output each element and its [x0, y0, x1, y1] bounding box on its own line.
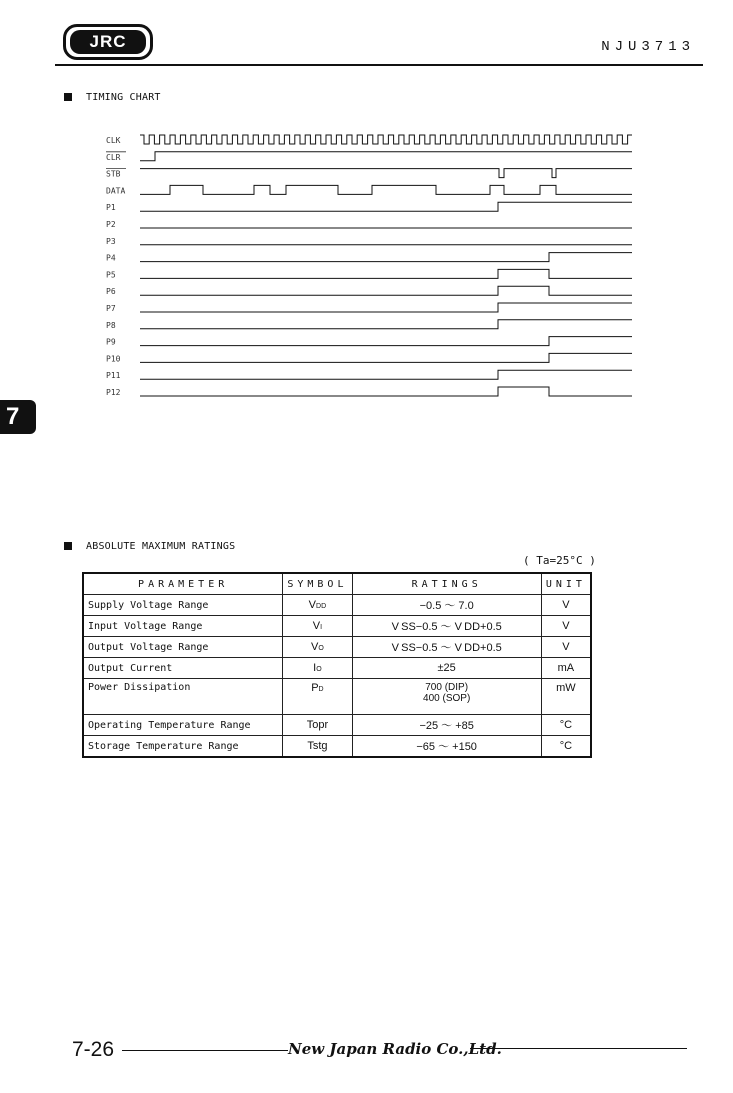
row-rating: ±25 [352, 658, 541, 679]
company-name: New Japan Radio Co.,Ltd. [288, 1040, 502, 1058]
row-unit: V [541, 637, 591, 658]
row-symbol [283, 658, 352, 679]
signal-label-p3: P3 [106, 236, 116, 246]
timing-chart-heading [64, 92, 161, 103]
row-rating: −65 ～ +150 [352, 736, 541, 758]
signal-label-p9: P9 [106, 337, 116, 347]
row-parameter: Power Dissipation [83, 679, 283, 715]
signal-label-data: DATA [106, 186, 126, 196]
signal-label-p7: P7 [106, 304, 116, 313]
waveform-p11 [140, 370, 632, 379]
signal-label-p6: P6 [106, 287, 116, 297]
row-parameter: Output Voltage Range [83, 637, 283, 658]
waveform-clk [140, 135, 632, 144]
waveform-p9 [140, 337, 632, 346]
row-symbol: Tstg [283, 736, 352, 758]
symbol-main: V [312, 620, 321, 632]
symbol-main: V [308, 599, 317, 611]
signal-label-p5: P5 [106, 270, 116, 280]
symbol-subscript: D [318, 686, 324, 693]
footer-rule-left [122, 1050, 288, 1051]
waveform-p12 [140, 387, 632, 396]
rating-dip: 700 (DIP) [425, 682, 469, 693]
waveform-stb [140, 169, 632, 178]
symbol-subscript: O [318, 645, 324, 652]
bullet-square-icon [64, 93, 72, 101]
waveform-p7 [140, 303, 632, 312]
header-rule [55, 64, 703, 66]
ratings-heading [64, 541, 235, 552]
header-unit: UNIT [541, 573, 591, 595]
table-header-row [83, 573, 591, 595]
row-symbol [283, 595, 352, 616]
signal-label-p10: P10 [106, 354, 121, 364]
waveform-p6 [140, 286, 632, 295]
row-unit: °C [541, 715, 591, 736]
table-row [83, 658, 591, 679]
row-unit: °C [541, 736, 591, 758]
symbol-main: I [313, 662, 317, 674]
symbol-subscript: I [320, 624, 323, 631]
signal-label-p8: P8 [106, 320, 116, 330]
row-rating [352, 679, 541, 715]
waveform-p1 [140, 202, 632, 211]
row-rating: V SS−0.5 ～ V DD+0.5 [352, 616, 541, 637]
signal-label-clr: CLR [106, 152, 121, 162]
row-symbol [283, 616, 352, 637]
page-number: 7-26 [72, 1038, 115, 1061]
row-parameter: Supply Voltage Range [83, 595, 283, 616]
row-parameter: Input Voltage Range [83, 616, 283, 637]
waveform-p4 [140, 253, 632, 262]
row-symbol [283, 637, 352, 658]
timing-diagram [100, 130, 640, 402]
ratings-table [82, 572, 592, 758]
waveform-p8 [140, 320, 632, 329]
footer-rule-right [470, 1048, 687, 1049]
waveform-p5 [140, 269, 632, 278]
symbol-main: P [311, 682, 319, 694]
table-row [83, 595, 591, 616]
header-symbol: SYMBOL [283, 573, 352, 595]
signal-label-p11: P11 [106, 371, 121, 381]
row-parameter: Storage Temperature Range [83, 736, 283, 758]
timing-chart-title: TIMING CHART [86, 92, 161, 103]
signal-label-p2: P2 [106, 220, 116, 229]
row-parameter: Operating Temperature Range [83, 715, 283, 736]
table-row [83, 616, 591, 637]
row-unit: V [541, 595, 591, 616]
row-rating: −0.5 ～ 7.0 [352, 595, 541, 616]
row-rating: −25 ～ +85 [352, 715, 541, 736]
row-symbol [283, 679, 352, 715]
signal-label-p4: P4 [106, 253, 116, 263]
signal-label-stb: STB [106, 169, 121, 179]
table-row [83, 715, 591, 736]
waveform-clr [140, 152, 632, 161]
jrc-logo [63, 24, 153, 60]
row-parameter: Output Current [83, 658, 283, 679]
row-unit: mW [541, 679, 591, 715]
section-tab: 7 [0, 400, 36, 434]
bullet-square-icon [64, 542, 72, 550]
symbol-main: V [311, 641, 319, 653]
table-row [83, 679, 591, 715]
waveform-data [140, 185, 632, 194]
waveform-p10 [140, 353, 632, 362]
row-symbol: Topr [283, 715, 352, 736]
row-unit: mA [541, 658, 591, 679]
signal-label-p1: P1 [106, 203, 116, 213]
signal-label-p12: P12 [106, 388, 121, 397]
part-number: NJU3713 [601, 39, 695, 55]
rating-sop: 400 (SOP) [423, 693, 471, 704]
table-row [83, 637, 591, 658]
ratings-title: ABSOLUTE MAXIMUM RATINGS [86, 541, 236, 552]
header-ratings: RATINGS [352, 573, 541, 595]
table-row [83, 736, 591, 758]
temperature-condition: ( Ta=25°C ) [523, 554, 596, 567]
symbol-subscript: DD [316, 603, 327, 610]
row-unit: V [541, 616, 591, 637]
row-rating: V SS−0.5 ～ V DD+0.5 [352, 637, 541, 658]
symbol-subscript: O [316, 666, 322, 673]
signal-label-clk: CLK [106, 136, 121, 145]
header-parameter: PARAMETER [83, 573, 283, 595]
logo-text: JRC [70, 30, 146, 54]
